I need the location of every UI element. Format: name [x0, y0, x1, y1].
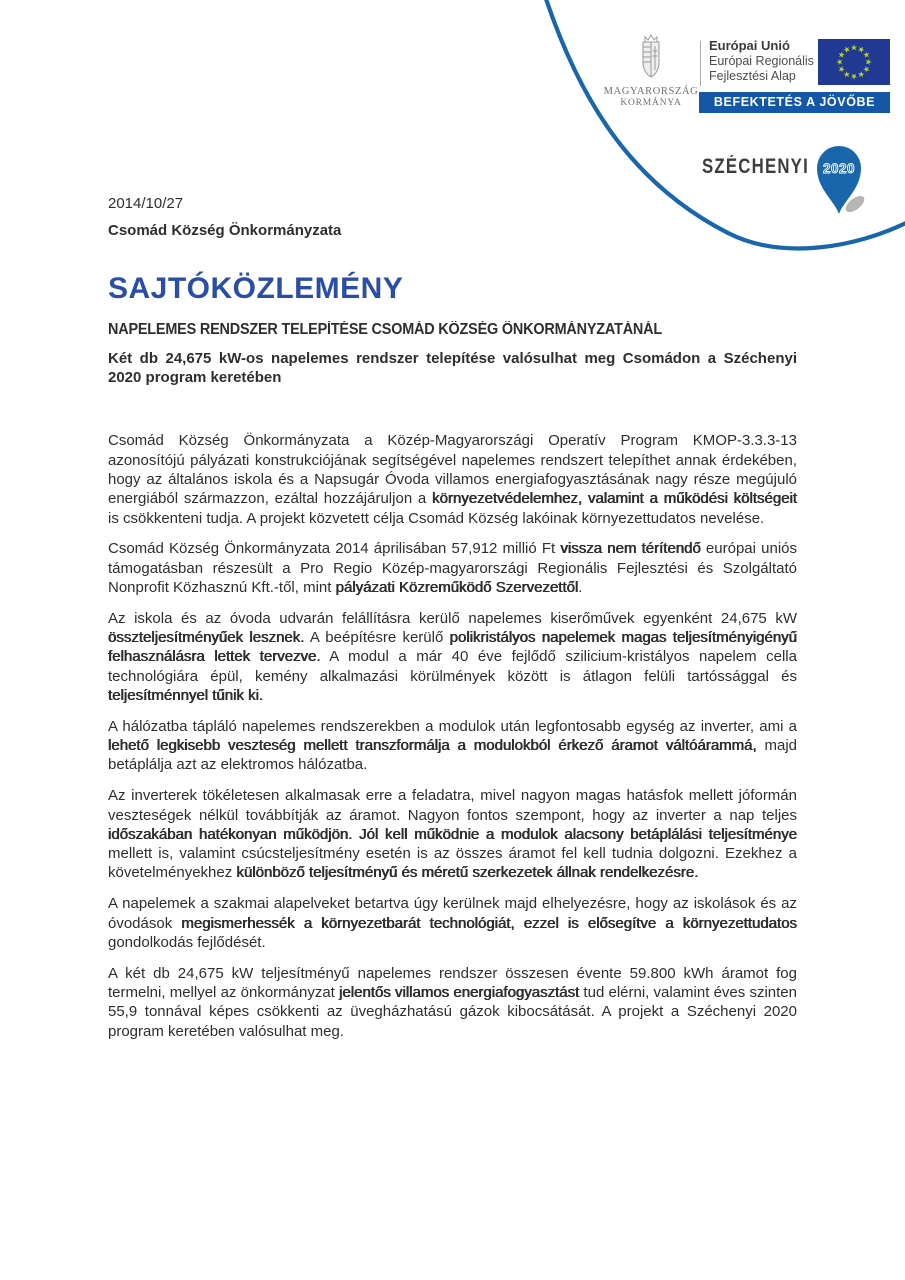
paragraph-text: A modul a már 40 éve fejlődő szilicium-kristályos napelem cella technológiára épül, kemény alkalmazási körülmények között is átlagon felüli tartóssággal és — [108, 648, 797, 685]
paragraph-text: . — [578, 579, 583, 597]
paragraph-text: mellett is, valamint csúcsteljesítmény esetén is az összes áramot fel kell tudnia dolgozni. Ezekhez a követelményekhez — [108, 845, 797, 882]
emphasized-text: megismerhessék a környezetbarát technológiát, ezzel is elősegítve a környezettudatos — [181, 914, 797, 932]
paragraph-text: Az inverterek tökéletesen alkalmasak erre a feladatra, mivel nagyon magas hatásfok mellett jóformán veszteségek nélkül továbbítják az áramot. Nagyon fontos szempont, hogy az inverter a nap teljes — [108, 787, 797, 824]
emphasized-text: vissza nem térítendő — [560, 540, 701, 558]
paragraph-text: tud elérni, valamint éves szinten 55,9 tonnával képes csökkenti az üvegházhatású gázok kibocsátását. A projekt a Széchenyi 2020 program keretében valósulhat meg. — [108, 983, 797, 1040]
eu-fund-label — [709, 38, 814, 84]
paragraph-text: A beépítésre kerülő — [304, 629, 450, 647]
paragraph-text: A két db 24,675 kW teljesítményű napelemes rendszer összesen évente 59.800 kWh áramot fog termelni, mellyel az önkormányzat — [108, 964, 797, 1001]
body-paragraph — [108, 539, 797, 597]
paragraph-text: Csomád Község Önkormányzata a Közép-Magyarországi Operatív Program KMOP-3.3.3-13 azonosítójú pályázati konstrukciójának segítségével napelemes rendszert telepíthet annak érdekében, hogy az általános iskola és a Napsugár Óvoda villamos energiafogyasztásának nagy része megújuló energiából származzon, ezáltal hozzájáruljon a — [108, 432, 797, 508]
paragraph-text: Csomád Község Önkormányzata 2014 áprilisában 57,912 millió Ft — [108, 540, 561, 558]
logo-divider — [700, 41, 701, 86]
body-paragraph — [108, 786, 797, 882]
investment-banner: BEFEKTETÉS A JÖVŐBE — [699, 92, 890, 113]
body-paragraph — [108, 964, 797, 1041]
body-paragraph — [108, 894, 797, 952]
emphasized-text: polikristályos napelemek magas teljesítményigényű felhasználásra lettek tervezve. — [108, 629, 797, 666]
paragraph-text: A napelemek a szakmai alapelveket betartva úgy kerülnek majd elhelyezésre, hogy az iskolások és az óvodások — [108, 895, 797, 932]
press-release-title: SAJTÓKÖZLEMÉNY — [108, 271, 404, 305]
paragraph-text: is csökkenteni tudja. A projekt közvetett célja Csomád Község lakóinak környezettudatos nevelése. — [108, 509, 765, 527]
hungary-government-logo — [598, 30, 704, 108]
paragraph-container — [108, 431, 797, 1040]
eu-flag-icon — [818, 39, 890, 85]
body-paragraph — [108, 717, 797, 775]
hungary-coat-of-arms-icon — [634, 30, 668, 82]
emphasized-text: teljesítménnyel tűnik ki. — [108, 687, 264, 705]
eu-fund-label-line3: Fejlesztési Alap — [709, 69, 796, 83]
body-paragraph — [108, 431, 797, 527]
emphasized-text: lehető legkisebb veszteség mellett transzformálja a modulokból érkező áramot váltóárammá, — [108, 737, 757, 755]
paragraph-text: majd betáplálja azt az elektromos hálózatba. — [108, 737, 797, 774]
release-date: 2014/10/27 — [108, 195, 184, 212]
government-logo-text-line1: MAGYARORSZÁG — [603, 86, 699, 97]
eu-fund-label-line1: Európai Unió — [709, 38, 790, 53]
press-release-body — [108, 194, 797, 1052]
organization-name: Csomád Község Önkormányzata — [108, 222, 342, 240]
emphasized-text: pályázati Közreműködő Szervezettől — [335, 579, 579, 597]
paragraph-text: európai uniós támogatásban részesült a Pro Regio Közép-magyarországi Regionális Fejlesztési és Szolgáltató Nonprofit Közhasznú Kft.-től, mint — [108, 540, 797, 597]
emphasized-text: jelentős villamos energiafogyasztást — [339, 983, 580, 1001]
szechenyi-logo-text: SZÉCHENYI — [702, 155, 809, 178]
emphasized-text: összteljesítményűek lesznek. — [108, 629, 305, 647]
body-paragraph — [108, 609, 797, 705]
lead-paragraph: Két db 24,675 kW-os napelemes rendszer telepítése valósulhat meg Csomádon a Széchenyi 2020 program keretében — [108, 349, 797, 387]
government-logo-text-line2: KORMÁNYA — [620, 98, 682, 108]
headline: NAPELEMES RENDSZER TELEPÍTÉSE CSOMÁD KÖZSÉG ÖNKORMÁNYZATÁNÁL — [108, 320, 662, 338]
emphasized-text: környezetvédelemhez, valamint a működési költségeit — [432, 490, 798, 508]
paragraph-text: gondolkodás fejlődését. — [108, 933, 266, 951]
szechenyi-2020-pin-icon — [812, 140, 874, 224]
eu-fund-label-line2: Európai Regionális — [709, 54, 814, 68]
paragraph-text: Az iskola és az óvoda udvarán felállításra kerülő napelemes kiserőművek egyenként 24,675 kW — [108, 609, 797, 627]
paragraph-text: A hálózatba tápláló napelemes rendszerekben a modulok után legfontosabb egység az inverter, ami a — [108, 717, 797, 735]
szechenyi-logo-year: 2020 — [822, 161, 856, 176]
emphasized-text: különböző teljesítményű és méretű szerkezetek állnak rendelkezésre. — [236, 864, 699, 882]
emphasized-text: időszakában hatékonyan működjön. Jól kell működnie a modulok alacsony betáplálási teljesítménye — [108, 825, 797, 843]
